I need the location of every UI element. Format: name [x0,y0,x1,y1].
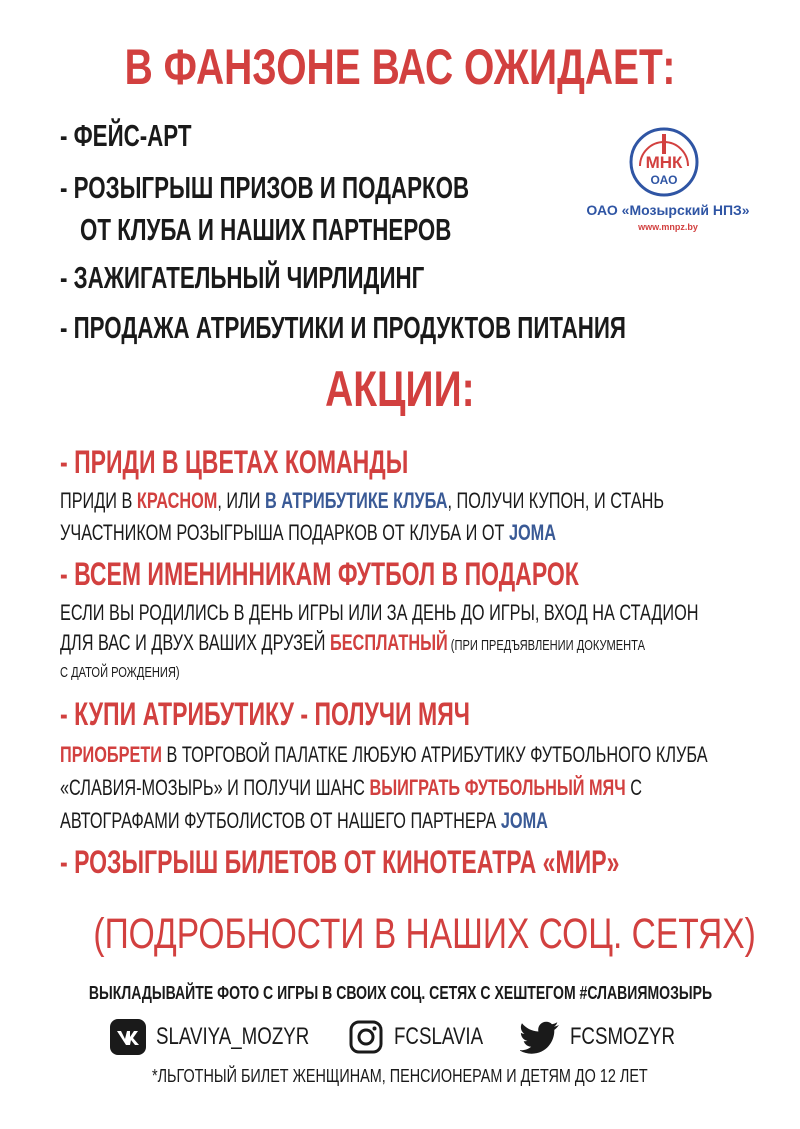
poster-title: В ФАНЗОНЕ ВАС ОЖИДАЕТ: [124,39,676,95]
promo-birthday-heading: - ВСЕМ ИМЕНИННИКАМ ФУТБОЛ В ПОДАРОК [60,556,579,592]
promo-buy-merch-heading: - КУПИ АТРИБУТИКУ - ПОЛУЧИ МЯЧ [60,696,470,732]
social-instagram[interactable] [348,1019,508,1055]
svg-text:МНК: МНК [645,153,683,172]
details-note: (ПОДРОБНОСТИ В НАШИХ СОЦ. СЕТЯХ) [93,910,756,958]
promo-buy-merch-line-3: АВТОГРАФАМИ ФУТБОЛИСТОВ ОТ НАШЕГО ПАРТНЕРА JOMA [60,808,548,833]
discount-footnote: *ЛЬГОТНЫЙ БИЛЕТ ЖЕНЩИНАМ, ПЕНСИОНЕРАМ И ДЕТЯМ ДО 12 ЛЕТ [152,1066,648,1086]
twitter-handle: FCSMOZYR [570,1023,676,1050]
promotions-title: АКЦИИ: [325,361,475,417]
social-twitter[interactable] [520,1019,705,1055]
feature-merch-food: - ПРОДАЖА АТРИБУТИКИ И ПРОДУКТОВ ПИТАНИЯ [60,310,626,345]
feature-face-art: - ФЕЙС-АРТ [60,118,192,153]
mozyr-refinery-logo-icon [628,126,700,198]
svg-text:ОАО: ОАО [650,173,678,187]
promo-cinema-heading: - РОЗЫГРЫШ БИЛЕТОВ ОТ КИНОТЕАТРА «МИР» [60,844,620,880]
promo-team-colors-line-2: УЧАСТНИКОМ РОЗЫГРЫША ПОДАРКОВ ОТ КЛУБА И ОТ JOMA [60,520,556,545]
hashtag-line: ВЫКЛАДЫВАЙТЕ ФОТО С ИГРЫ В СВОИХ СОЦ. СЕТЯХ С ХЕШТЕГОМ #СЛАВИЯМОЗЫРЬ [88,983,712,1003]
promo-team-colors-line-1: ПРИДИ В КРАСНОМ, ИЛИ В АТРИБУТИКЕ КЛУБА, ПОЛУЧИ КУПОН, И СТАНЬ [60,488,665,513]
feature-prize-draw: - РОЗЫГРЫШ ПРИЗОВ И ПОДАРКОВ [60,170,470,205]
sponsor-logo [568,120,768,255]
promo-birthday-line-1: ЕСЛИ ВЫ РОДИЛИСЬ В ДЕНЬ ИГРЫ ИЛИ ЗА ДЕНЬ ДО ИГРЫ, ВХОД НА СТАДИОН [60,600,699,625]
promo-buy-merch-line-2: «СЛАВИЯ-МОЗЫРЬ» И ПОЛУЧИ ШАНС ВЫИГРАТЬ ФУТБОЛЬНЫЙ МЯЧ С [60,775,642,800]
promo-birthday-line-3: С ДАТОЙ РОЖДЕНИЯ) [60,664,180,681]
vk-handle: SLAVIYA_MOZYR [156,1023,310,1050]
twitter-bird-icon [520,1019,560,1055]
instagram-icon [348,1019,384,1055]
social-vk[interactable] [110,1019,353,1055]
promo-buy-merch-line-1: ПРИОБРЕТИ В ТОРГОВОЙ ПАЛАТКЕ ЛЮБУЮ АТРИБУТИКУ ФУТБОЛЬНОГО КЛУБА [60,742,708,767]
vk-icon [110,1019,146,1055]
instagram-handle: FCSLAVIA [394,1023,484,1050]
feature-cheerleading: - ЗАЖИГАТЕЛЬНЫЙ ЧИРЛИДИНГ [60,260,425,295]
promo-birthday-line-2: ДЛЯ ВАС И ДВУХ ВАШИХ ДРУЗЕЙ БЕСПЛАТНЫЙ (ПРИ ПРЕДЪЯВЛЕНИИ ДОКУМЕНТА [60,630,645,655]
sponsor-name: ОАО «Мозырский НПЗ» [586,202,750,218]
feature-prize-draw-cont: ОТ КЛУБА И НАШИХ ПАРТНЕРОВ [80,212,452,247]
promo-team-colors-heading: - ПРИДИ В ЦВЕТАХ КОМАНДЫ [60,444,409,480]
sponsor-url: www.mnpz.by [638,222,698,232]
